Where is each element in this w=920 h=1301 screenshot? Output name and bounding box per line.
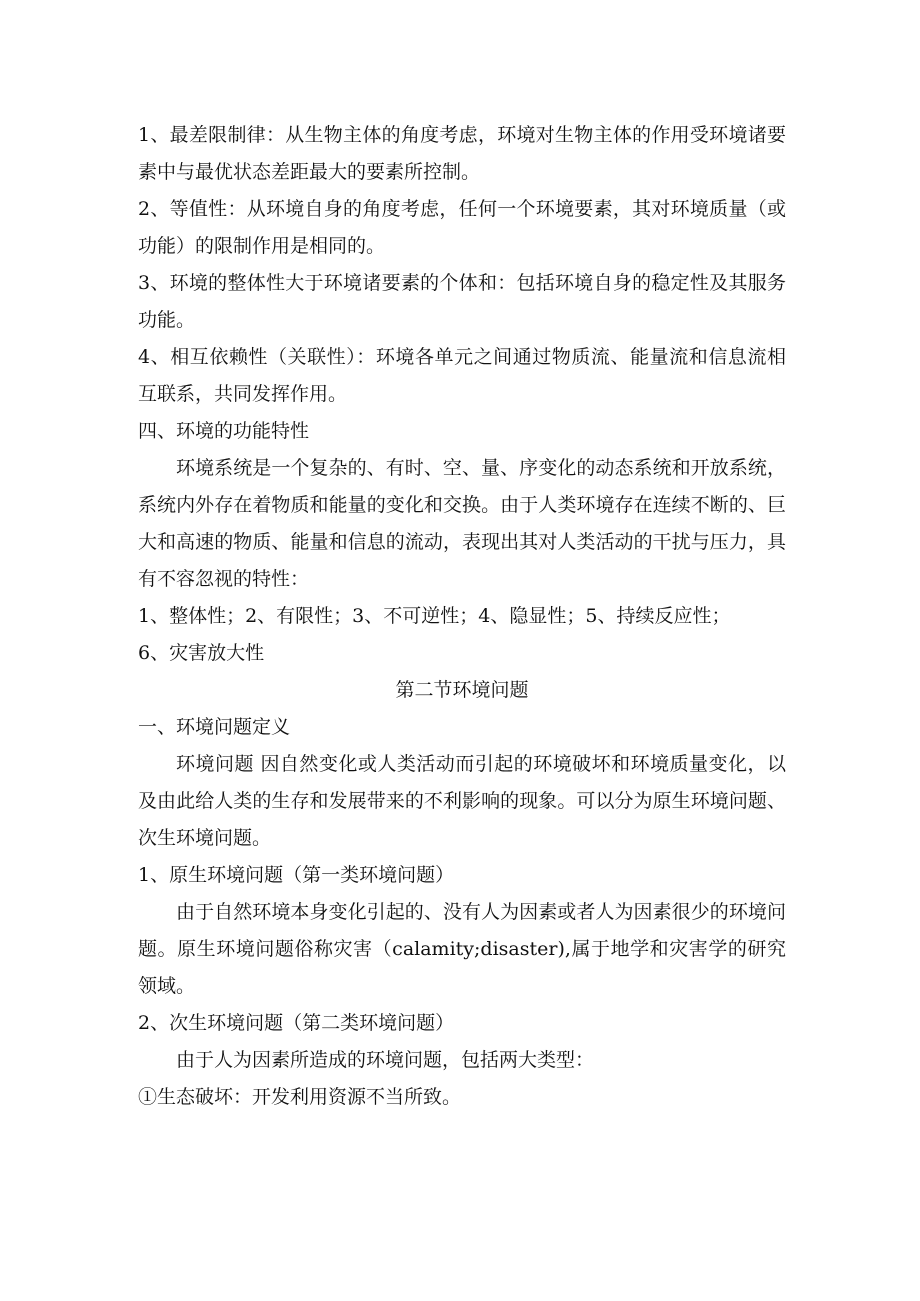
heading-primary-problems: 1、原生环境问题（第一类环境问题）	[138, 864, 455, 886]
paragraph-interdependence: 4、相互依赖性（关联性）：环境各单元之间通过物质流、能量流和信息流相互联系，共同发挥作用。	[138, 346, 786, 405]
paragraph-equivalence: 2、等值性：从环境自身的角度考虑，任何一个环境要素，其对环境质量（或功能）的限制作用是相同的。	[138, 198, 786, 257]
section-title: 第二节环境问题	[395, 679, 529, 701]
paragraph-law-of-minimum: 1、最差限制律：从生物主体的角度考虑，环境对生物主体的作用受环境诸要素中与最优状态差距最大的要素所控制。	[138, 124, 786, 183]
paragraph-secondary-problems: 由于人为因素所造成的环境问题，包括两大类型：	[176, 1049, 595, 1071]
paragraph-ecological-damage: ①生态破坏：开发利用资源不当所致。	[138, 1086, 462, 1108]
paragraph-problem-definition: 环境问题 因自然变化或人类活动而引起的环境破坏和环境质量变化，以及由此给人类的生存和发展带来的不利影响的现象。可以分为原生环境问题、次生环境问题。	[138, 753, 786, 849]
heading-problem-definition: 一、环境问题定义	[138, 716, 291, 738]
paragraph-primary-problems: 由于自然环境本身变化引起的、没有人为因素或者人为因素很少的环境问题。原生环境问题俗称灾害（calamity;disaster),属于地学和灾害学的研究领域。	[138, 901, 786, 997]
paragraph-characteristics-list: 1、整体性；2、有限性；3、不可逆性；4、隐显性；5、持续反应性；	[138, 605, 731, 627]
paragraph-disaster-amplification: 6、灾害放大性	[138, 642, 265, 664]
heading-function-characteristics: 四、环境的功能特性	[138, 420, 310, 442]
paragraph-system-description: 环境系统是一个复杂的、有时、空、量、序变化的动态系统和开放系统，系统内外存在着物质和能量的变化和交换。由于人类环境存在连续不断的、巨大和高速的物质、能量和信息的流动，表现出其对人类活动的干扰与压力，具有不容忽视的特性：	[138, 457, 786, 590]
paragraph-wholeness: 3、环境的整体性大于环境诸要素的个体和：包括环境自身的稳定性及其服务功能。	[138, 272, 786, 331]
heading-secondary-problems: 2、次生环境问题（第二类环境问题）	[138, 1012, 455, 1034]
document-body	[138, 117, 786, 1116]
